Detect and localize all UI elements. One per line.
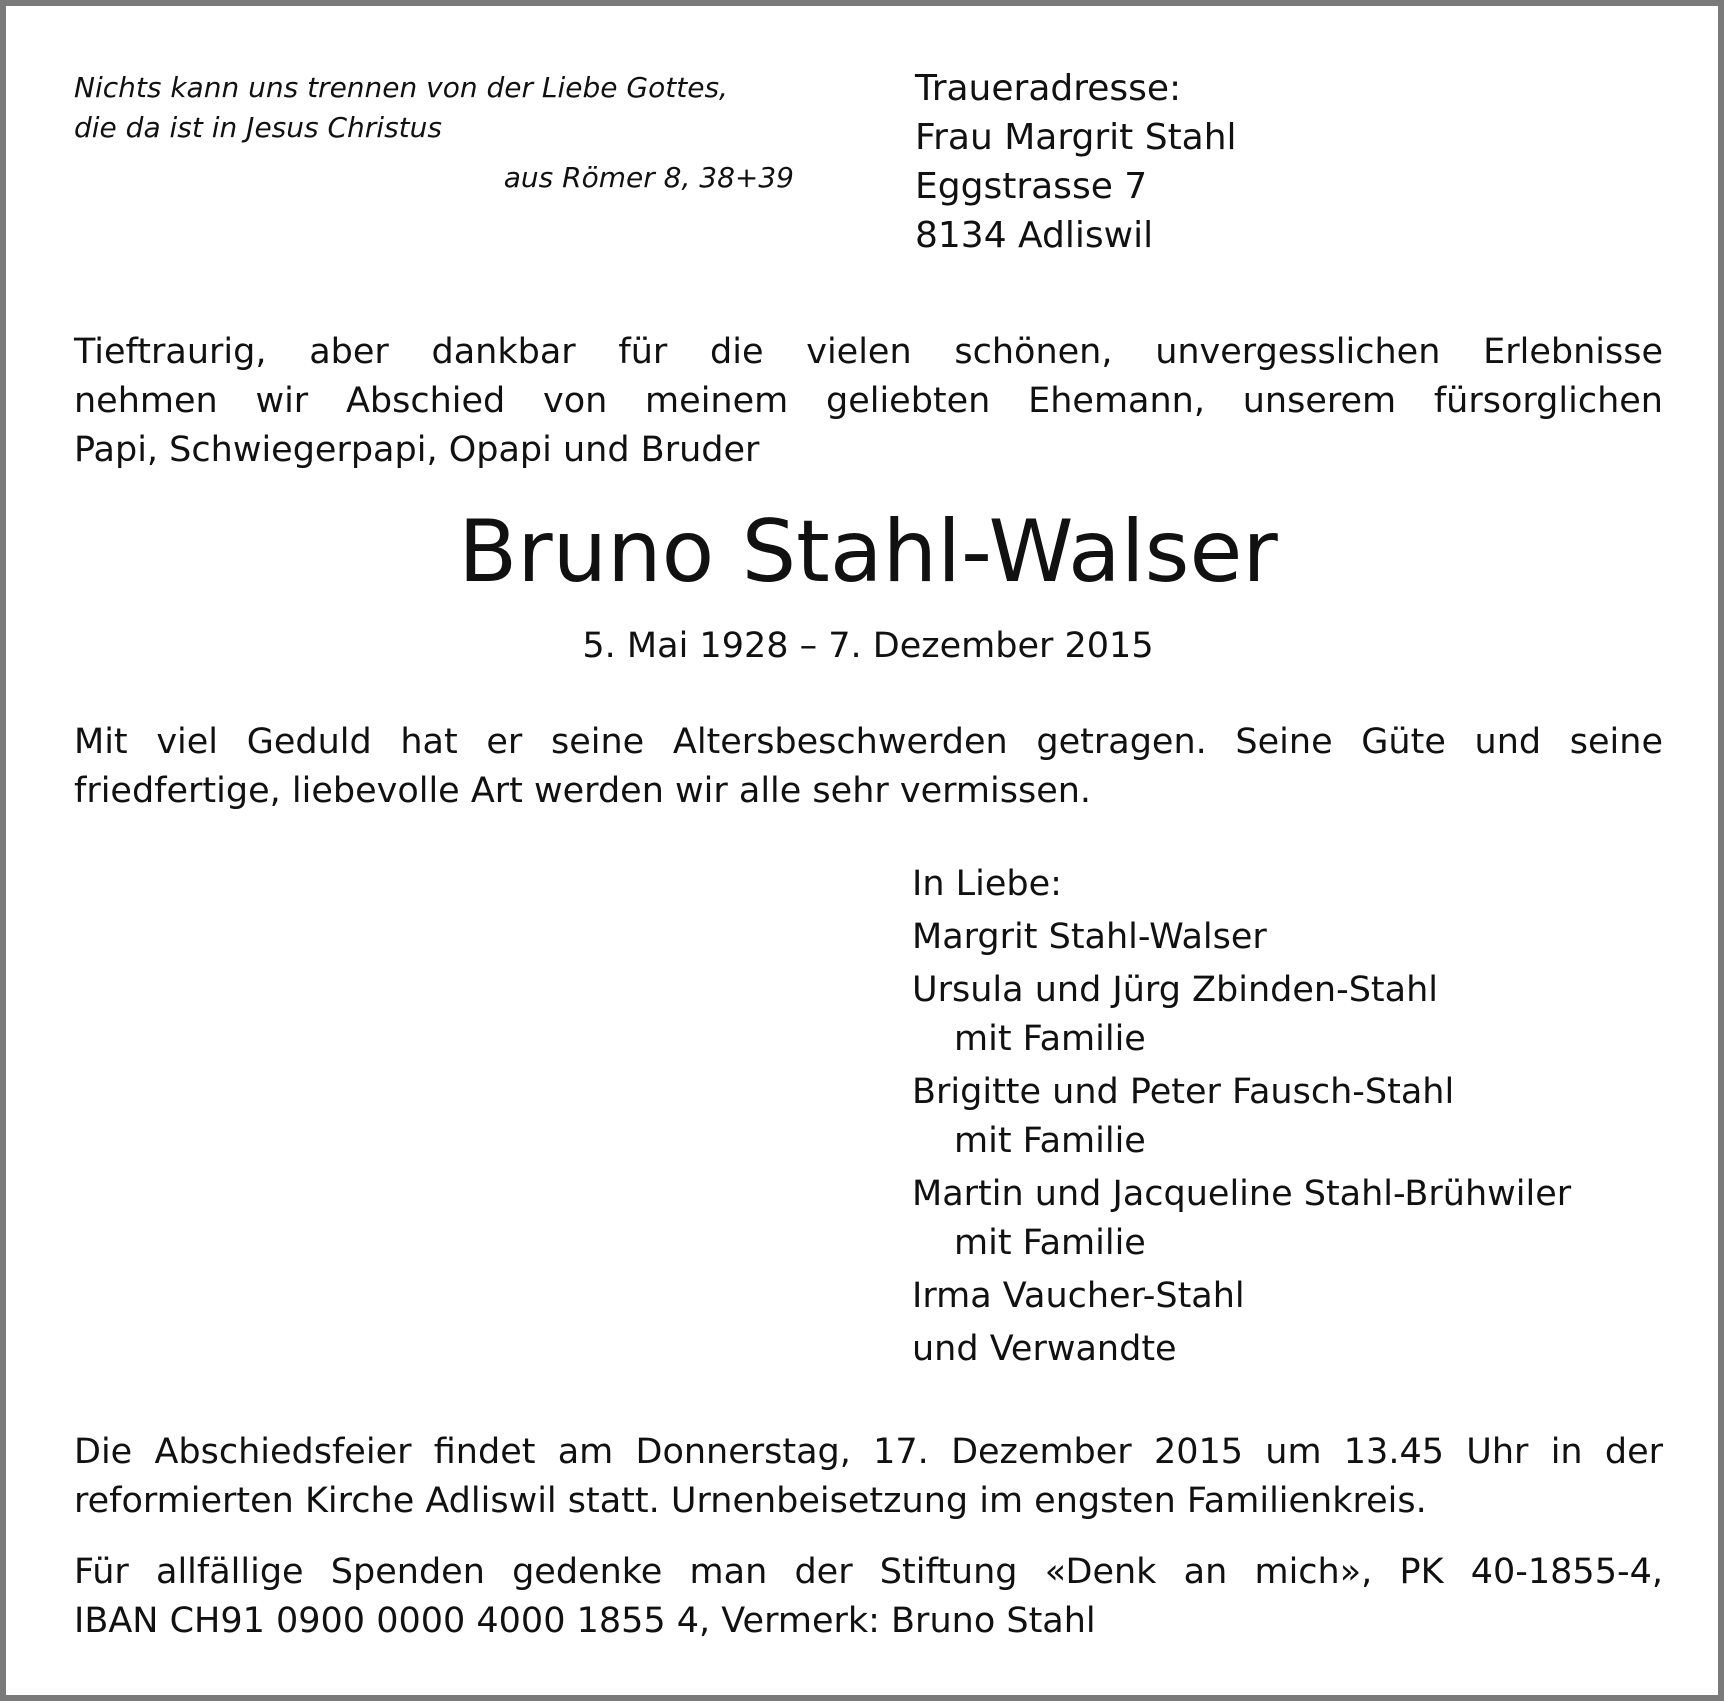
address-heading: Traueradresse: <box>915 68 1182 109</box>
ceremony-line-2: reformierten Kirche Adliswil statt. Urnenbeisetzung im engsten Familienkreis. <box>74 1481 1427 1521</box>
intro-line-3: Papi, Schwiegerpapi, Opapi und Bruder <box>74 430 760 470</box>
mourner-name: Irma Vaucher-Stahl <box>912 1276 1245 1316</box>
life-dates: 5. Mai 1928 – 7. Dezember 2015 <box>582 626 1154 666</box>
tribute-paragraph <box>74 718 1663 816</box>
donation-line-2: IBAN CH91 0900 0000 4000 1855 4, Vermerk: Bruno Stahl <box>74 1601 1096 1641</box>
mourner-entry <box>912 913 1571 962</box>
address-name: Frau Margrit Stahl <box>915 117 1237 158</box>
intro-line-1: Tieftraurig, aber dankbar für die vielen schönen, unvergesslichen Erlebnisse <box>74 332 1663 372</box>
deceased-name: Bruno Stahl-Walser <box>458 502 1278 602</box>
mourner-sub: mit Familie <box>954 1121 1146 1161</box>
tribute-line-2: friedfertige, liebevolle Art werden wir alle sehr vermissen. <box>74 771 1092 811</box>
donation-line-1: Für allfällige Spenden gedenke man der Stiftung «Denk an mich», PK 40-1855-4, <box>74 1552 1663 1592</box>
mourner-name: Martin und Jacqueline Stahl-Brühwiler <box>912 1174 1572 1214</box>
mourner-name: und Verwandte <box>912 1329 1177 1369</box>
quote-reference: aus Römer 8, 38+39 <box>503 161 794 194</box>
bible-quote <box>74 68 794 198</box>
mourner-name: Brigitte und Peter Fausch-Stahl <box>912 1072 1455 1112</box>
mourner-sub: mit Familie <box>954 1019 1146 1059</box>
tribute-line-1: Mit viel Geduld hat er seine Altersbeschwerden getragen. Seine Güte und seine <box>74 722 1663 762</box>
intro-paragraph <box>74 328 1663 475</box>
mourner-entry <box>912 1272 1571 1321</box>
intro-line-2: nehmen wir Abschied von meinem geliebten Ehemann, unserem fürsorglichen <box>74 381 1663 421</box>
address-city: 8134 Adliswil <box>915 215 1154 256</box>
ceremony-line-1: Die Abschiedsfeier findet am Donnerstag, 17. Dezember 2015 um 13.45 Uhr in der <box>74 1432 1663 1472</box>
address-street: Eggstrasse 7 <box>915 166 1148 207</box>
quote-line-1: Nichts kann uns trennen von der Liebe Gottes, <box>74 71 728 104</box>
mourners-list <box>912 860 1571 1378</box>
donation-paragraph <box>74 1548 1663 1646</box>
ceremony-paragraph <box>74 1428 1663 1526</box>
mourners-heading: In Liebe: <box>912 864 1062 904</box>
mourner-entry <box>912 1068 1571 1166</box>
mourner-name: Margrit Stahl-Walser <box>912 917 1267 957</box>
mourner-entry <box>912 1325 1571 1374</box>
mourner-name: Ursula und Jürg Zbinden-Stahl <box>912 970 1439 1010</box>
quote-line-2: die da ist in Jesus Christus <box>74 111 442 144</box>
mourner-entry <box>912 1170 1571 1268</box>
mourner-sub: mit Familie <box>954 1223 1146 1263</box>
mourner-entry <box>912 966 1571 1064</box>
mourning-address <box>915 64 1237 260</box>
